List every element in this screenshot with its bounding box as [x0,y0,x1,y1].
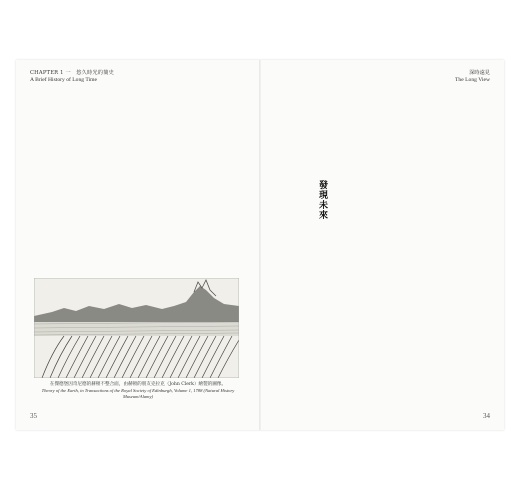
hutton-unconformity-illustration [34,278,239,378]
right-page [261,60,504,430]
left-page [16,60,259,430]
left-running-header [30,70,114,84]
figure-caption-zh: 在傑德堡因奇尼德的赫頓不整合面，由赫頓的朋友克拉克（John Clerk）繪製的圖像。 [49,382,227,387]
figure-caption-en: Theory of the Earth, in Transactions of the Royal Society of Edinburgh, Volume 1, 1788 (Natural History Museum/Alamy) [41,387,235,399]
book-title: 深時遠見 [469,70,490,76]
left-body-text [30,88,248,268]
right-body-text [271,88,491,398]
right-page-number: 34 [483,412,490,420]
book-english-title: The Long View [455,77,490,83]
section-heading: 發現未來 [317,180,327,220]
left-page-number: 35 [30,412,37,420]
right-running-header [455,70,490,84]
figure-caption [30,382,246,399]
chapter-english-title: A Brief History of Long Time [30,77,97,83]
book-spread [16,60,504,430]
chapter-label: CHAPTER 1 一 悠久時光的簡史 [30,70,114,76]
